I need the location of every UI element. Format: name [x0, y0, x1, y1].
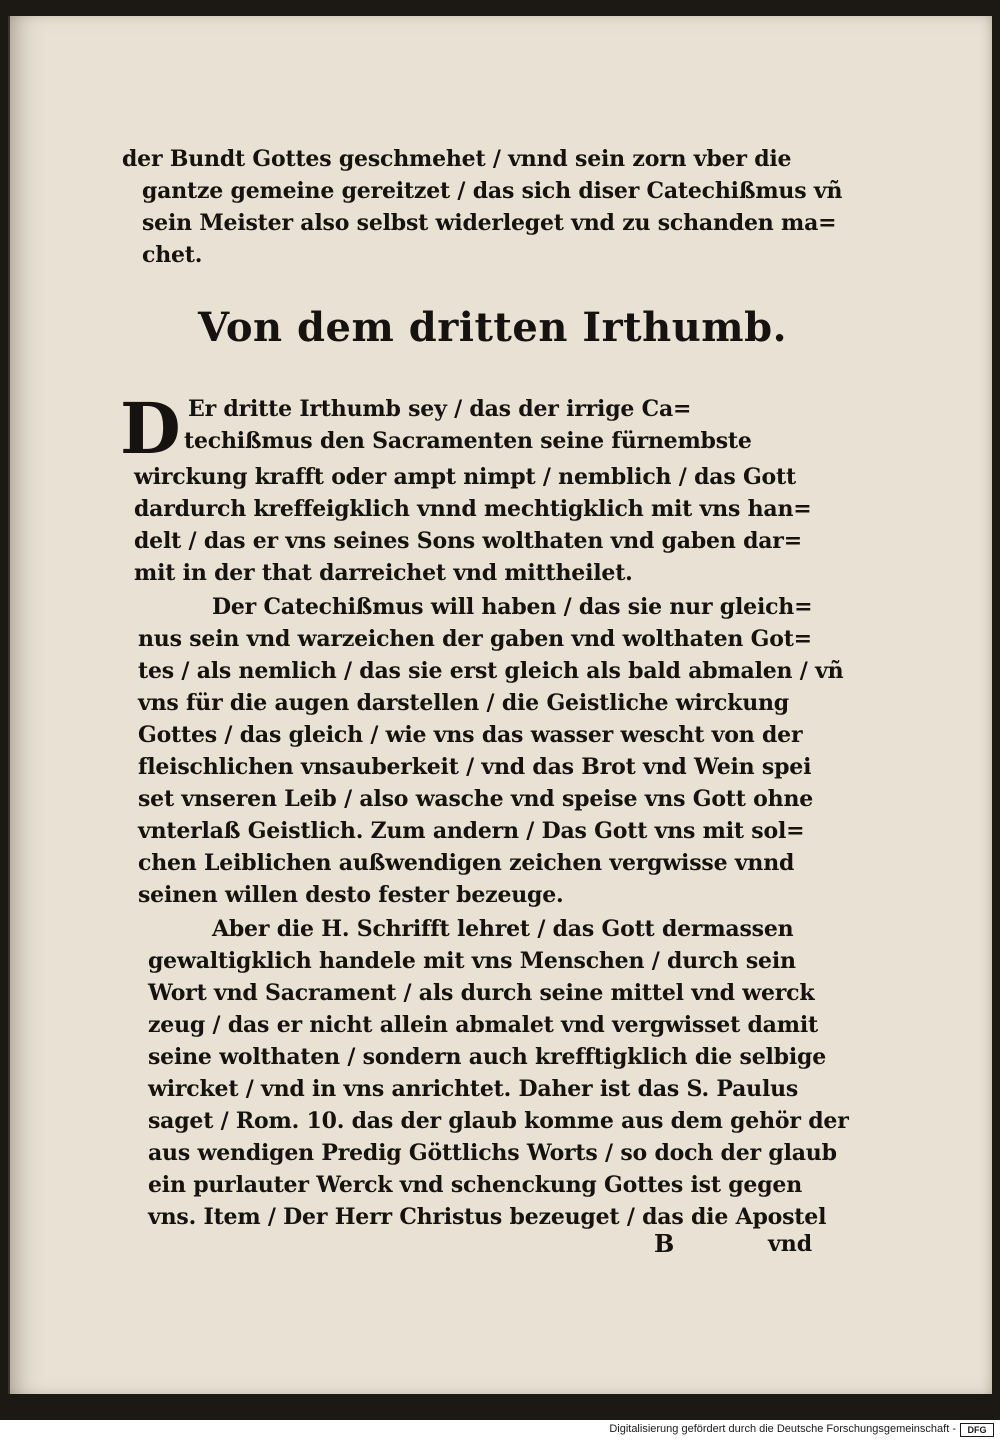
- text-line: wircket / vnd in vns anrichtet. Daher ist das S. Paulus: [148, 1076, 799, 1102]
- text-line: wirckung krafft oder ampt nimpt / nemblich / das Gott: [134, 464, 796, 490]
- footer-bar: [0, 1420, 1000, 1441]
- book-page: [8, 16, 992, 1394]
- text-line: Er dritte Irthumb sey / das der irrige Ca=: [188, 396, 692, 422]
- text-line: nus sein vnd warzeichen der gaben vnd wolthaten Got=: [138, 626, 812, 652]
- signature-mark: B: [654, 1229, 675, 1258]
- funding-credit: Digitalisierung gefördert durch die Deutsche Forschungsgemeinschaft -: [609, 1423, 956, 1435]
- text-line: sein Meister also selbst widerleget vnd zu schanden ma=: [142, 210, 837, 236]
- text-line: vns für die augen darstellen / die Geistliche wirckung: [138, 690, 789, 716]
- text-line: vns. Item / Der Herr Christus bezeuget / das die Apostel: [148, 1204, 827, 1230]
- dfg-logo-icon: DFG: [960, 1423, 994, 1437]
- text-line: seine wolthaten / sondern auch krefftigklich die selbige: [148, 1044, 826, 1070]
- text-line: zeug / das er nicht allein abmalet vnd vergwisset damit: [148, 1012, 818, 1038]
- text-line: gewaltigklich handele mit vns Menschen / durch sein: [148, 948, 796, 974]
- section-heading: Von dem dritten Irthumb.: [198, 304, 788, 351]
- text-line: Gottes / das gleich / wie vns das wasser wescht von der: [138, 722, 803, 748]
- text-line: chen Leiblichen außwendigen zeichen vergwisse vnnd: [138, 850, 795, 876]
- text-line: seinen willen desto fester bezeuge.: [138, 882, 564, 908]
- text-line: chet.: [142, 242, 203, 268]
- page-text: [10, 16, 992, 1394]
- text-line: ein purlauter Werck vnd schenckung Gottes ist gegen: [148, 1172, 803, 1198]
- text-line: der Bundt Gottes geschmehet / vnnd sein zorn vber die: [122, 146, 792, 172]
- text-line: Der Catechißmus will haben / das sie nur gleich=: [212, 594, 813, 620]
- text-line: set vnseren Leib / also wasche vnd speise vns Gott ohne: [138, 786, 814, 812]
- text-line: saget / Rom. 10. das der glaub komme aus dem gehör der: [148, 1108, 849, 1134]
- text-line: dardurch kreffeigklich vnnd mechtigklich mit vns han=: [134, 496, 812, 522]
- text-line: delt / das er vns seines Sons wolthaten vnd gaben dar=: [134, 528, 802, 554]
- text-line: Aber die H. Schrifft lehret / das Gott dermassen: [212, 916, 794, 942]
- text-line: gantze gemeine gereitzet / das sich diser Catechißmus vñ: [142, 178, 843, 204]
- text-line: fleischlichen vnsauberkeit / vnd das Brot vnd Wein spei: [138, 754, 812, 780]
- text-line: aus wendigen Predig Göttlichs Worts / so doch der glaub: [148, 1140, 837, 1166]
- text-line: tes / als nemlich / das sie erst gleich als bald abmalen / vñ: [138, 658, 844, 684]
- text-line: mit in der that darreichet vnd mittheilet.: [134, 560, 633, 586]
- text-line: techißmus den Sacramenten seine fürnembste: [184, 428, 752, 454]
- catchword: vnd: [768, 1231, 813, 1257]
- text-line: Wort vnd Sacrament / als durch seine mittel vnd werck: [148, 980, 815, 1006]
- decorated-initial: D: [120, 387, 181, 470]
- text-line: vnterlaß Geistlich. Zum andern / Das Gott vns mit sol=: [138, 818, 805, 844]
